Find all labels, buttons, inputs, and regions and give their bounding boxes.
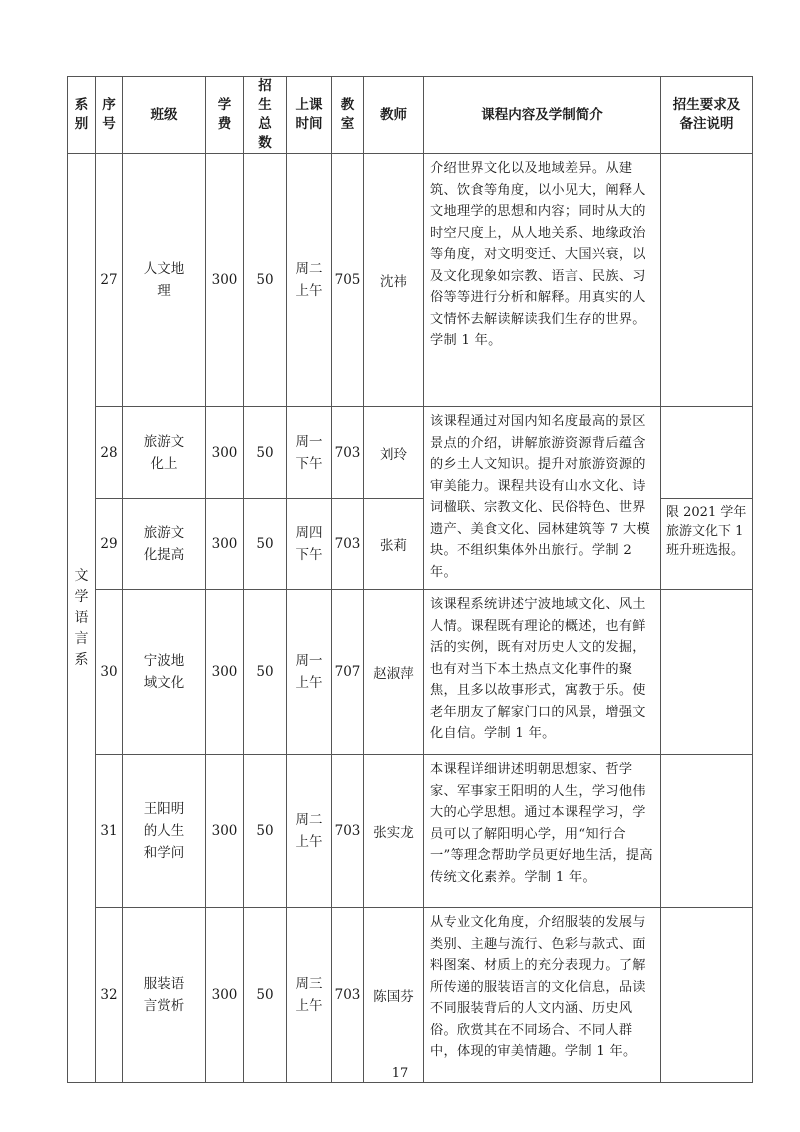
row-time xyxy=(287,407,332,499)
row-content-shared: 该课程通过对国内知名度最高的景区景点的介绍，讲解旅游资源背后蕴含的乡土人文知识。提升对旅游资源的审美能力。课程共设有山水文化、诗词楹联、宗教文化、民俗特色、世界遗产、美食文化、园林建筑等 7 大模块。不组织集体外出旅行。学制 2 年。 xyxy=(424,407,661,590)
class-name: 旅游文化上 xyxy=(143,433,185,472)
time-label: 周三上午 xyxy=(295,976,323,1014)
row-note: 限 2021 学年旅游文化下 1 班升班选报。 xyxy=(661,499,753,590)
header-room: 教室 xyxy=(332,77,364,154)
row-class xyxy=(123,590,206,755)
row-fee: 300 xyxy=(206,407,244,499)
row-content: 从专业文化角度，介绍服装的发展与类别、主趣与流行、色彩与款式、面料图案、材质上的充分表现力。了解所传递的服装语言的文化信息，品读不同服装背后的人文内涵、历史风俗。欣赏其在不同场合、不同人群中，体现的审美情趣。学制 1 年。 xyxy=(424,908,661,1083)
row-fee: 300 xyxy=(206,755,244,908)
row-quota: 50 xyxy=(244,590,287,755)
row-note xyxy=(661,154,753,407)
row-time xyxy=(287,755,332,908)
class-name: 旅游文化提高 xyxy=(143,525,185,563)
row-num: 29 xyxy=(96,499,123,590)
class-name: 人文地理 xyxy=(143,261,185,299)
class-name: 服装语言赏析 xyxy=(143,976,185,1014)
row-class xyxy=(123,154,206,407)
class-name: 宁波地域文化 xyxy=(143,653,185,691)
header-fee: 学费 xyxy=(206,77,244,154)
row-quota: 50 xyxy=(244,499,287,590)
table-row xyxy=(68,590,753,755)
row-room: 703 xyxy=(332,499,364,590)
page-number: 17 xyxy=(391,1066,409,1081)
time-label: 周二上午 xyxy=(295,812,323,850)
row-teacher: 张实龙 xyxy=(364,755,424,908)
row-room: 705 xyxy=(332,154,364,407)
row-quota: 50 xyxy=(244,908,287,1083)
row-fee: 300 xyxy=(206,908,244,1083)
row-time xyxy=(287,590,332,755)
row-class xyxy=(123,499,206,590)
row-fee: 300 xyxy=(206,590,244,755)
department-label: 文学语言系 xyxy=(74,567,89,668)
header-dept: 系别 xyxy=(68,77,96,154)
row-room: 707 xyxy=(332,590,364,755)
row-quota: 50 xyxy=(244,154,287,407)
row-class xyxy=(123,908,206,1083)
row-content: 该课程系统讲述宁波地域文化、风土人情。课程既有理论的概述，也有鲜活的实例，既有对历史人文的发掘，也有对当下本土热点文化事件的聚焦，且多以故事形式，寓教于乐。使老年朋友了解家门口的风景，增强文化自信。学制 1 年。 xyxy=(424,590,661,755)
row-time xyxy=(287,908,332,1083)
header-note: 招生要求及备注说明 xyxy=(661,77,753,154)
header-time: 上课时间 xyxy=(287,77,332,154)
row-num: 30 xyxy=(96,590,123,755)
row-note xyxy=(661,590,753,755)
row-room: 703 xyxy=(332,908,364,1083)
row-num: 28 xyxy=(96,407,123,499)
row-teacher: 赵淑萍 xyxy=(364,590,424,755)
table-row xyxy=(68,407,753,499)
time-label: 周一下午 xyxy=(295,433,323,472)
table-row xyxy=(68,755,753,908)
row-fee: 300 xyxy=(206,154,244,407)
row-teacher: 张莉 xyxy=(364,499,424,590)
row-room: 703 xyxy=(332,755,364,908)
time-label: 周四下午 xyxy=(295,525,323,563)
row-content: 介绍世界文化以及地域差异。从建筑、饮食等角度，以小见大，阐释人文地理学的思想和内容；同时从大的时空尺度上，从人地关系、地缘政治等角度，对文明变迁、大国兴衰，以及文化现象如宗教、语言、民族、习俗等等进行分析和解释。用真实的人文情怀去解读解读我们生存的世界。学制 1 年。 xyxy=(424,154,661,407)
row-teacher: 刘玲 xyxy=(364,407,424,499)
header-num: 序号 xyxy=(96,77,123,154)
row-quota: 50 xyxy=(244,407,287,499)
header-row xyxy=(68,77,753,154)
row-note xyxy=(661,755,753,908)
row-time xyxy=(287,154,332,407)
row-teacher: 陈国芬 xyxy=(364,908,424,1083)
header-content: 课程内容及学制简介 xyxy=(424,77,661,154)
header-quota: 招生总数 xyxy=(244,77,287,154)
time-label: 周二上午 xyxy=(295,261,323,299)
row-num: 27 xyxy=(96,154,123,407)
time-label: 周一上午 xyxy=(295,653,323,691)
row-note xyxy=(661,407,753,499)
row-num: 32 xyxy=(96,908,123,1083)
row-quota: 50 xyxy=(244,755,287,908)
row-class xyxy=(123,755,206,908)
course-table xyxy=(67,76,753,1083)
department-cell xyxy=(68,154,96,1083)
row-room: 703 xyxy=(332,407,364,499)
header-teacher: 教师 xyxy=(364,77,424,154)
class-name: 王阳明的人生和学问 xyxy=(143,801,185,861)
row-num: 31 xyxy=(96,755,123,908)
row-teacher: 沈祎 xyxy=(364,154,424,407)
row-content: 本课程详细讲述明朝思想家、哲学家、军事家王阳明的人生，学习他伟大的心学思想。通过本课程学习，学员可以了解阳明心学，用“知行合一”等理念帮助学员更好地生活，提高传统文化素养。学制 1 年。 xyxy=(424,755,661,908)
row-class xyxy=(123,407,206,499)
row-time xyxy=(287,499,332,590)
table-row xyxy=(68,154,753,407)
row-note xyxy=(661,908,753,1083)
header-class: 班级 xyxy=(123,77,206,154)
row-fee: 300 xyxy=(206,499,244,590)
table-row xyxy=(68,908,753,1083)
